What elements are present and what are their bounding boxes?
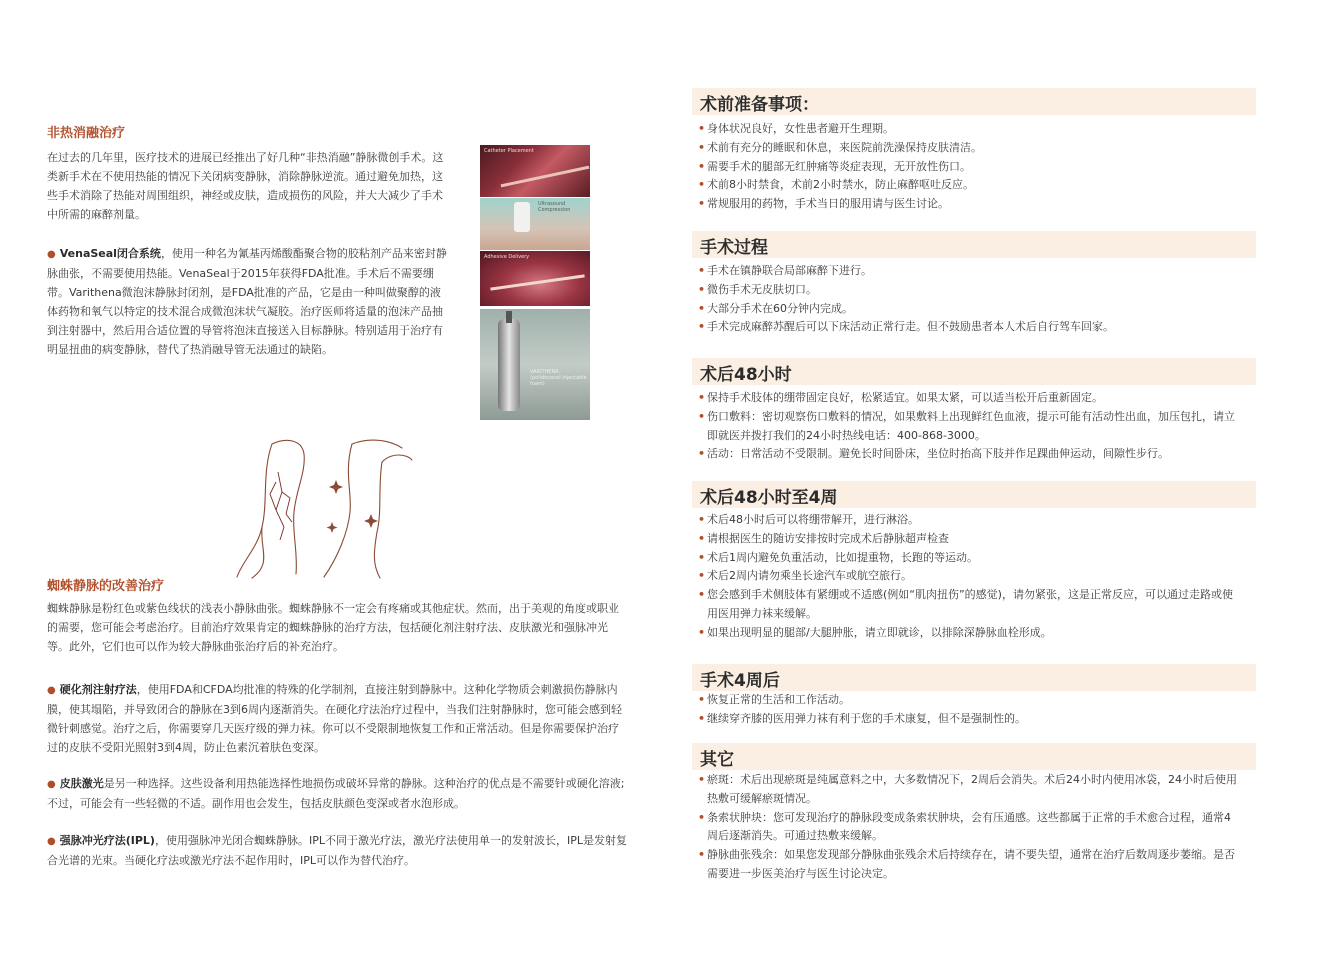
venaseal-paragraph — [47, 244, 449, 359]
list-item: • 保持手术肢体的绷带固定良好，松紧适宜。如果太紧，可以适当松开后重新固定。 — [698, 389, 1238, 408]
section-title: 手术过程 — [700, 238, 768, 258]
other-list — [698, 771, 1238, 884]
list-item: • 继续穿齐膝的医用弹力袜有利于您的手术康复，但不是强制性的。 — [698, 710, 1238, 729]
list-item: • 您会感到手术侧肢体有紧绷或不适感(例如“肌肉扭伤”的感觉)，请勿紧张，这是正常反应，可以通过走路或使用医用弹力袜来缓解。 — [698, 586, 1238, 624]
procedure-list — [698, 262, 1238, 337]
sclerotherapy-text: ，使用FDA和CFDA均批准的特殊的化学制剂，直接注射到静脉中。这种化学物质会刺激损伤静脉内膜，使其塌陷，并导致闭合的静脉在3到6周内逐渐消失。在硬化疗法治疗过程中，当我们注射静脉时，您可能会感到轻微针刺感觉。治疗之后，你需要穿几天医疗级的弹力袜。你可以不受限制地恢复工作和正常活动。但是你需要保护治疗过的皮肤不受阳光照射3到4周，防止色素沉着肤色变深。 — [47, 683, 622, 754]
laser-text: 是另一种选择。这些设备利用热能选择性地损伤或破坏异常的静脉。这种治疗的优点是不需要针或硬化溶液;不过，可能会有一些轻微的不适。副作用也会发生，包括皮肤颜色变深或者水泡形成。 — [47, 777, 625, 810]
list-item: • 微伤手术无皮肤切口。 — [698, 281, 1238, 300]
bullet-icon: ● — [47, 685, 56, 696]
section-title: 其它 — [700, 750, 734, 770]
bullet-icon: ● — [47, 779, 56, 790]
list-item: • 请根据医生的随访安排按时完成术后静脉超声检查 — [698, 530, 1238, 549]
post-48h-4w-list — [698, 511, 1238, 643]
adhesive-delivery-image — [480, 251, 590, 306]
list-item: • 术后48小时后可以将绷带解开，进行淋浴。 — [698, 511, 1238, 530]
venaseal-text: ，使用一种名为氰基丙烯酸酯聚合物的胶粘剂产品来密封静脉曲张，不需要使用热能。VenaSeal于2015年获得FDA批准。手术后不需要绷带。Varithena微泡沫静脉封闭剂，是FDA批准的产品，它是由一种叫做聚醇的液体药物和氧气以特定的技术混合成微泡沫状气凝胶。治疗医师将适量的泡沫产品抽到注射器中，然后用合适位置的导管将泡沫直接送入目标静脉。特别适用于治疗有明显扭曲的病变静脉，替代了热消融导管无法通过的缺陷。 — [47, 247, 447, 356]
image-caption: Adhesive Delivery — [484, 254, 530, 260]
nonthermal-title: 非热消融治疗 — [47, 126, 126, 141]
image-caption: Ultrasound Compression — [538, 201, 571, 213]
bullet-icon: ● — [47, 836, 56, 847]
list-item: • 静脉曲张残余：如果您发现部分静脉曲张残余术后持续存在，请不要失望，通常在治疗后数周逐步萎缩。是否需要进一步医美治疗与医生讨论决定。 — [698, 846, 1238, 884]
ipl-text: ，使用强脉冲光闭合蜘蛛静脉。IPL不同于激光疗法，激光疗法使用单一的发射波长，IPL是发射复合光谱的光束。当硬化疗法或激光疗法不起作用时，IPL可以作为替代治疗。 — [47, 834, 627, 867]
section-title: 术前准备事项： — [700, 95, 819, 115]
legs-illustration — [232, 432, 422, 582]
section-header-48h — [692, 358, 1256, 385]
list-item: • 常规服用的药物，手术当日的服用请与医生讨论。 — [698, 195, 1238, 214]
list-item: • 活动：日常活动不受限制。避免长时间卧床，坐位时抬高下肢并作足踝曲伸运动，间隙性步行。 — [698, 445, 1238, 464]
catheter-placement-image — [480, 145, 590, 197]
list-item: • 术后1周内避免负重活动，比如提重物，长跑的等运动。 — [698, 549, 1238, 568]
list-item: • 瘀斑：术后出现瘀斑是纯属意料之中，大多数情况下，2周后会消失。术后24小时内使用冰袋，24小时后使用热敷可缓解瘀斑情况。 — [698, 771, 1238, 809]
list-item: • 术后2周内请勿乘坐长途汽车或航空旅行。 — [698, 567, 1238, 586]
laser-paragraph — [47, 774, 627, 813]
sclerotherapy-lead: 硬化剂注射疗法 — [59, 683, 137, 696]
list-item: • 伤口敷料：密切观察伤口敷料的情况，如果敷料上出现鲜红色血液，提示可能有活动性出血，加压包扎，请立即就医并拨打我们的24小时热线电话：400-868-3000。 — [698, 408, 1238, 446]
section-header-48h-4w — [692, 481, 1256, 508]
section-header-preop — [692, 88, 1256, 115]
section-title: 手术4周后 — [700, 671, 780, 691]
list-item: • 恢复正常的生活和工作活动。 — [698, 691, 1238, 710]
preop-list — [698, 120, 1238, 214]
venaseal-lead: VenaSeal闭合系统 — [59, 247, 161, 260]
list-item: • 大部分手术在60分钟内完成。 — [698, 300, 1238, 319]
list-item: • 手术完成麻醉苏醒后可以下床活动正常行走。但不鼓励患者本人术后自行驾车回家。 — [698, 318, 1238, 337]
nonthermal-intro: 在过去的几年里，医疗技术的进展已经推出了好几种“非热消融”静脉微创手术。这类新手术在不使用热能的情况下关闭病变静脉，消除静脉逆流。通过避免加热，这些手术消除了热能对周围组织，神经或皮肤，造成损伤的风险，并大大减少了手术中所需的麻醉剂量。 — [47, 151, 444, 221]
bullet-icon: ● — [47, 249, 56, 260]
spider-vein-intro: 蜘蛛静脉是粉红色或紫色线状的浅表小静脉曲张。蜘蛛静脉不一定会有疼痛或其他症状。然而，出于美观的角度或职业的需要，您可能会考虑治疗。目前治疗效果肯定的蜘蛛静脉的治疗方法，包括硬化剂注射疗法、皮肤激光和强脉冲光等。此外，它们也可以作为较大静脉曲张治疗后的补充治疗。 — [47, 602, 619, 653]
image-caption: Catheter Placement — [484, 148, 534, 154]
post-48h-list — [698, 389, 1238, 464]
laser-lead: 皮肤激光 — [59, 777, 104, 790]
list-item: • 条索状肿块：您可发现治疗的静脉段变成条索状肿块，会有压通感。这些都属于正常的手术愈合过程，通常4周后逐渐消失。可通过热敷来缓解。 — [698, 809, 1238, 847]
varithena-device-image — [480, 309, 590, 420]
list-item: • 需要手术的腿部无红肿痛等炎症表现，无开放性伤口。 — [698, 158, 1238, 177]
list-item: • 术前有充分的睡眠和休息，来医院前洗澡保持皮肤清洁。 — [698, 139, 1238, 158]
section-header-other — [692, 743, 1256, 770]
ipl-paragraph — [47, 831, 627, 870]
list-item: • 身体状况良好，女性患者避开生理期。 — [698, 120, 1238, 139]
list-item: • 如果出现明显的腿部/大腿肿胀，请立即就诊，以排除深静脉血栓形成。 — [698, 624, 1238, 643]
list-item: • 手术在镇静联合局部麻醉下进行。 — [698, 262, 1238, 281]
sclerotherapy-paragraph — [47, 680, 627, 757]
list-item: • 术前8小时禁食，术前2小时禁水，防止麻醉呕吐反应。 — [698, 176, 1238, 195]
post-4w-list — [698, 691, 1238, 729]
image-caption: VARITHENA (polidocanol injectable foam) — [530, 369, 587, 387]
section-header-4w — [692, 664, 1256, 691]
section-title: 术后48小时至4周 — [700, 488, 838, 508]
section-header-procedure — [692, 231, 1256, 258]
section-title: 术后48小时 — [700, 365, 792, 385]
ipl-lead: 强脉冲光疗法(IPL) — [59, 834, 155, 847]
ultrasound-compression-image — [480, 198, 590, 250]
spider-vein-title: 蜘蛛静脉的改善治疗 — [47, 579, 165, 594]
